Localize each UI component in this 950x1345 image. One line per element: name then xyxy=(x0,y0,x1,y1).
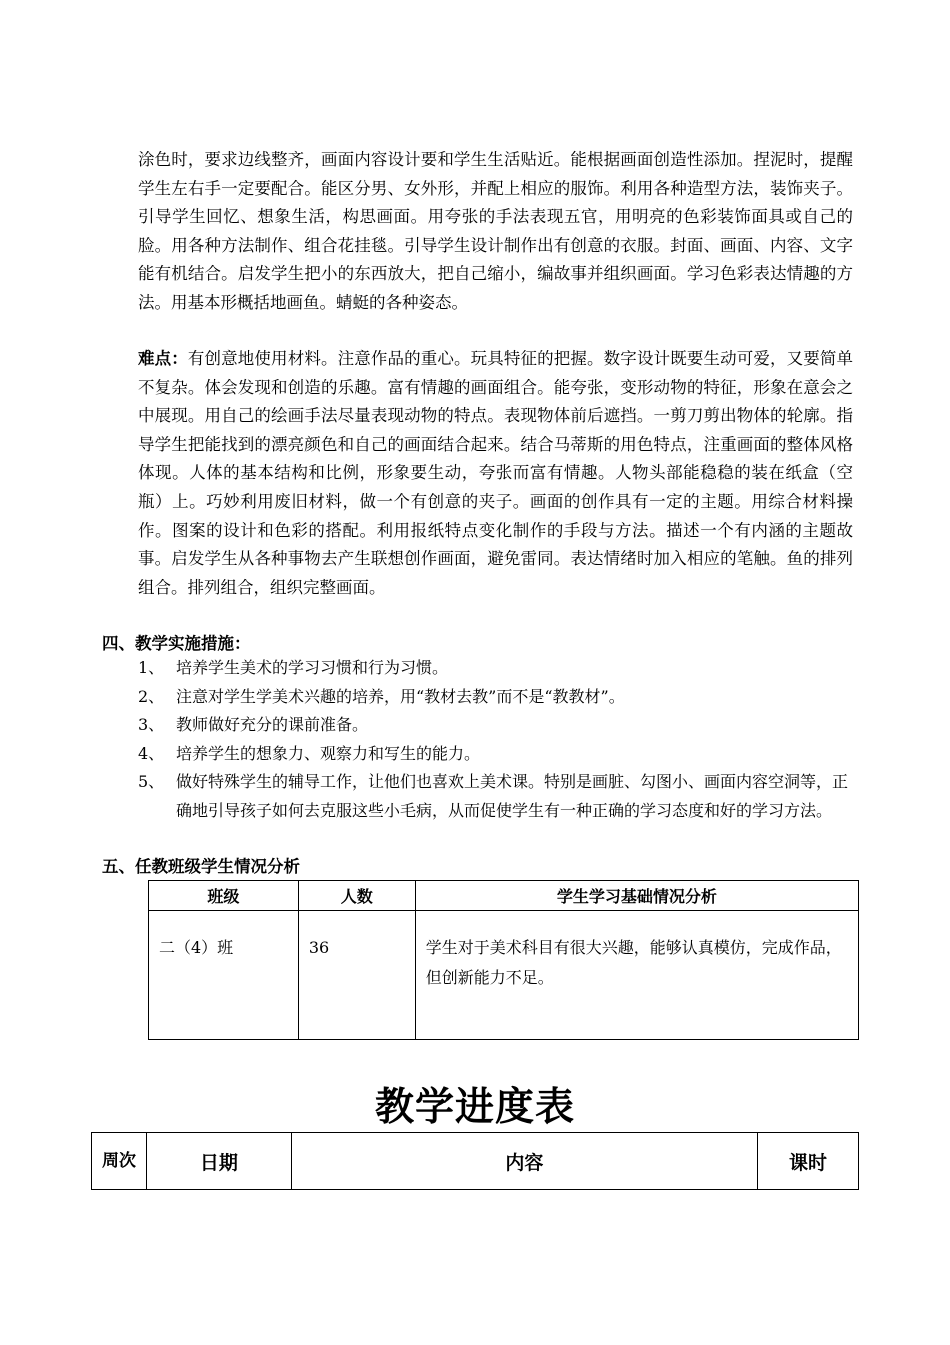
list-item xyxy=(138,711,858,740)
header-class: 班级 xyxy=(149,881,299,911)
list-item-number: 5、 xyxy=(138,772,165,792)
measures-list xyxy=(138,654,858,826)
section4-heading: 四、教学实施措施： xyxy=(102,634,251,653)
header-week: 周次 xyxy=(92,1133,147,1190)
difficulty-paragraph xyxy=(138,345,853,602)
list-item-number: 4、 xyxy=(138,743,165,763)
list-item-text: 培养学生美术的学习习惯和行为习惯。 xyxy=(176,658,449,677)
header-hours: 课时 xyxy=(758,1133,859,1190)
list-item-text: 教师做好充分的课前准备。 xyxy=(176,715,369,735)
list-item xyxy=(138,768,858,825)
list-item-text: 做好特殊学生的辅导工作，让他们也喜欢上美术课。特别是画脏、勾图小、画面内容空洞等，正确地引导孩子如何去克服这些小毛病，从而促使学生有一种正确的学习态度和好的学习方法。 xyxy=(176,772,849,820)
table-row xyxy=(149,911,859,1040)
cell-analysis: 学生对于美术科目有很大兴趣，能够认真模仿，完成作品，但创新能力不足。 xyxy=(415,911,858,1040)
list-item-number: 1、 xyxy=(138,658,165,677)
difficulty-label: 难点： xyxy=(138,349,188,368)
list-item-number: 3、 xyxy=(138,715,165,735)
list-item xyxy=(138,654,858,683)
list-item xyxy=(138,683,858,712)
schedule-header-row xyxy=(92,1133,859,1190)
table-header-row xyxy=(149,881,859,911)
header-analysis: 学生学习基础情况分析 xyxy=(415,881,858,911)
section5-heading: 五、任教班级学生情况分析 xyxy=(102,857,300,876)
list-item xyxy=(138,740,858,769)
cell-count: 36 xyxy=(298,911,415,1040)
schedule-table xyxy=(91,1132,859,1190)
difficulty-text: 有创意地使用材料。注意作品的重心。玩具特征的把握。数字设计既要生动可爱，又要简单不复杂。体会发现和创造的乐趣。富有情趣的画面组合。能夸张，变形动物的特征，形象在意会之中展现。用自己的绘画手法尽量表现动物的特点。表现物体前后遮挡。一剪刀剪出物体的轮廓。指导学生把能找到的漂亮颜色和自己的画面结合起来。结合马蒂斯的用色特点，注重画面的整体风格体现。人体的基本结构和比例，形象要生动，夸张而富有情趣。人物头部能稳稳的装在纸盒（空瓶）上。巧妙利用废旧材料，做一个有创意的夹子。画面的创作具有一定的主题。用综合材料操作。图案的设计和色彩的搭配。利用报纸特点变化制作的手段与方法。描述一个有内涵的主题故事。启发学生从各种事物去产生联想创作画面，避免雷同。表达情绪时加入相应的笔触。鱼的排列组合。排列组合，组织完整画面。 xyxy=(138,349,854,597)
list-item-text: 培养学生的想象力、观察力和写生的能力。 xyxy=(176,743,481,763)
schedule-title: 教学进度表 xyxy=(374,1084,575,1130)
cell-class: 二（4）班 xyxy=(149,911,299,1040)
list-item-number: 2、 xyxy=(138,686,165,706)
header-date: 日期 xyxy=(146,1133,291,1190)
list-item-text: 注意对学生学美术兴趣的培养，用“教材去教”而不是“教教材”。 xyxy=(176,686,625,706)
class-analysis-table xyxy=(148,880,859,1040)
body-paragraph: 涂色时，要求边线整齐，画面内容设计要和学生生活贴近。能根据画面创造性添加。捏泥时，提醒学生左右手一定要配合。能区分男、女外形，并配上相应的服饰。利用各种造型方法，装饰夹子。引导学生回忆、想象生活，构思画面。用夸张的手法表现五官，用明亮的色彩装饰面具或自己的脸。用各种方法制作、组合花挂毯。引导学生设计制作出有创意的衣服。封面、画面、内容、文字能有机结合。启发学生把小的东西放大，把自己缩小，编故事并组织画面。学习色彩表达情趣的方法。用基本形概括地画鱼。蜻蜓的各种姿态。 xyxy=(138,150,853,312)
header-content: 内容 xyxy=(291,1133,757,1190)
header-count: 人数 xyxy=(298,881,415,911)
